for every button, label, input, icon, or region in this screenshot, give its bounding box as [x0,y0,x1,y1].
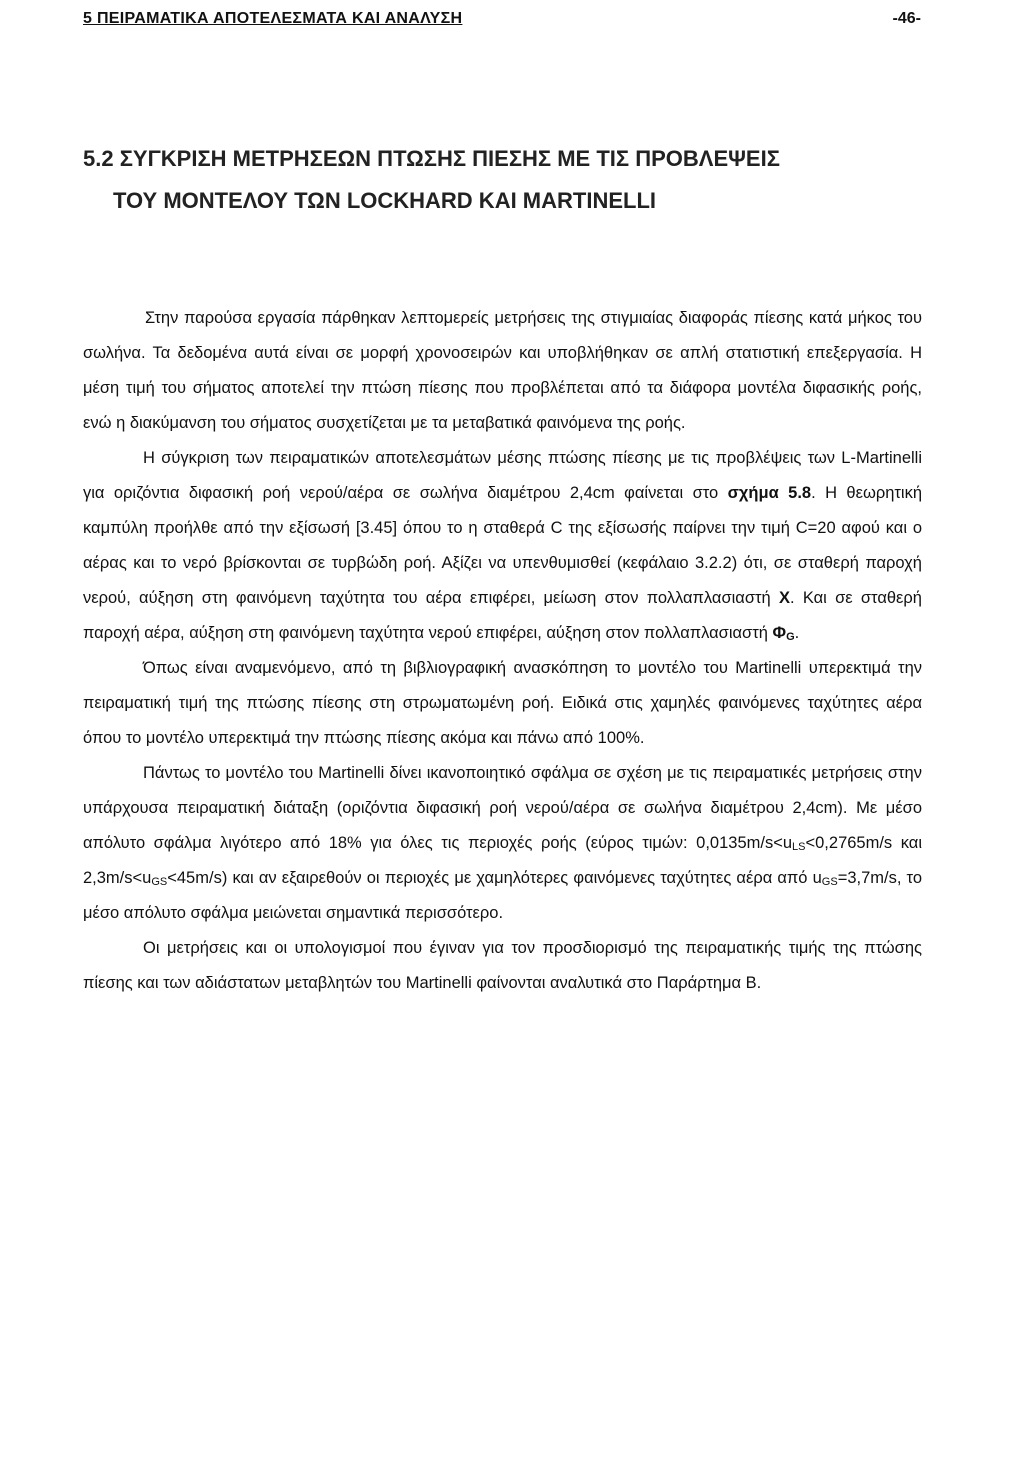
paragraph-2-text-a: Η σύγκριση των πειραματικών αποτελεσμάτων μέσης πτώσης πίεσης με τις προβλέψεις των L-Martinelli για οριζόντια διφασική ροή νερού/αέρα σε σωλήνα διαμέτρου 2,4cm φαίνεται στο [83,449,922,502]
subscript-ls: LS [792,841,806,853]
paragraph-2-text-c: . Και σε σταθερή παροχή αέρα, αύξηση στη φαινόμενη ταχύτητα νερού επιφέρει, αύξηση στον πολλαπλασιαστή [83,589,922,642]
paragraph-3: Όπως είναι αναμενόμενο, από τη βιβλιογραφική ανασκόπηση το μοντέλο του Martinelli υπερεκτιμά την πειραματική τιμή της πτώσης πίεσης στη στρωματωμένη ροή. Ειδικά στις χαμηλές φαινόμενες ταχύτητες αέρα όπου το μοντέλο υπερεκτιμά την πτώσης πίεσης ακόμα και πάνω από 100%. [83,659,922,747]
paragraph-4 [83,756,922,931]
paragraph-4-text-c: <45m/s) και αν εξαιρεθούν οι περιοχές με χαμηλότερες φαινόμενες ταχύτητες αέρα από u [167,869,822,887]
subscript-gs-1: GS [151,876,168,888]
section-heading-line-2: ΤΟΥ ΜΟΝΤΕΛΟΥ ΤΩΝ LOCKHARD ΚΑΙ MARTINELLI [113,188,657,213]
paragraph-4-text-b: <0,2765m/s και 2,3m/s<u [83,834,922,887]
paragraph-5: Οι μετρήσεις και οι υπολογισμοί που έγιναν για τον προσδιορισμό της πειραματικής τιμής της πτώσης πίεσης και των αδιάστατων μεταβλητών του Martinelli φαίνονται αναλυτικά στο Παράρτημα Β. [83,939,922,992]
section-heading [83,138,943,222]
subscript-gs-2: GS [821,876,838,888]
symbol-phi-letter: Φ [772,624,787,642]
paragraph-2 [83,441,922,651]
paragraph-1: Στην παρούσα εργασία πάρθηκαν λεπτομερείς μετρήσεις της στιγμιαίας διαφοράς πίεσης κατά μήκος του σωλήνα. Τα δεδομένα αυτά είναι σε μορφή χρονοσειρών και υποβλήθηκαν σε απλή στατιστική επεξεργασία. Η μέση τιμή του σήματος αποτελεί την πτώση πίεσης που προβλέπεται από τα διάφορα μοντέλα διφασικής ροής, ενώ η διακύμανση του σήματος συσχετίζεται με τα μεταβατικά φαινόμενα της ροής. [83,309,922,432]
symbol-phi [773,624,795,642]
symbol-x: Χ [778,589,790,607]
running-title: 5 ΠΕΙΡΑΜΑΤΙΚΑ ΑΠΟΤΕΛΕΣΜΑΤΑ ΚΑΙ ΑΝΑΛΥΣΗ [83,10,463,27]
body-text [83,301,922,1001]
paragraph-4-text-d: =3,7m/s, το μέσο απόλυτο σφάλμα μειώνεται σημαντικά περισσότερο. [83,869,923,922]
paragraph-2-text-d: . [794,624,800,642]
paragraph-2-text-b: . Η θεωρητική καμπύλη προήλθε από την εξίσωσή [3.45] όπου το η σταθερά C της εξίσωσής παίρνει την τιμή C=20 αφού και ο αέρας και το νερό βρίσκονται σε τυρβώδη ροή. Αξίζει να υπενθυμισθεί (κεφάλαιο 3.2.2) ότι, σε σταθερή παροχή νερού, αύξηση στη φαινόμενη ταχύτητα του αέρα επιφέρει, μείωση στον πολλαπλασιαστή [83,484,922,607]
page-number: -46- [892,10,921,27]
figure-reference: σχήμα 5.8 [727,484,812,502]
section-heading-line-1: 5.2 ΣΥΓΚΡΙΣΗ ΜΕΤΡΗΣΕΩΝ ΠΤΩΣΗΣ ΠΙΕΣΗΣ ΜΕ ΤΙΣ ΠΡΟΒΛΕΨΕΙΣ [83,146,780,171]
page-header [83,10,921,28]
symbol-phi-subscript: G [786,631,795,643]
paragraph-4-text-a: Πάντως το μοντέλο του Martinelli δίνει ικανοποιητικό σφάλμα σε σχέση με τις πειραματικές μετρήσεις στην υπάρχουσα πειραματική διάταξη (οριζόντια διφασική ροή νερού/αέρα σε σωλήνα διαμέτρου 2,4cm). Με μέσο απόλυτο σφάλμα λιγότερο από 18% για όλες τις περιοχές ροής (εύρος τιμών: 0,0135m/s<u [83,764,922,852]
